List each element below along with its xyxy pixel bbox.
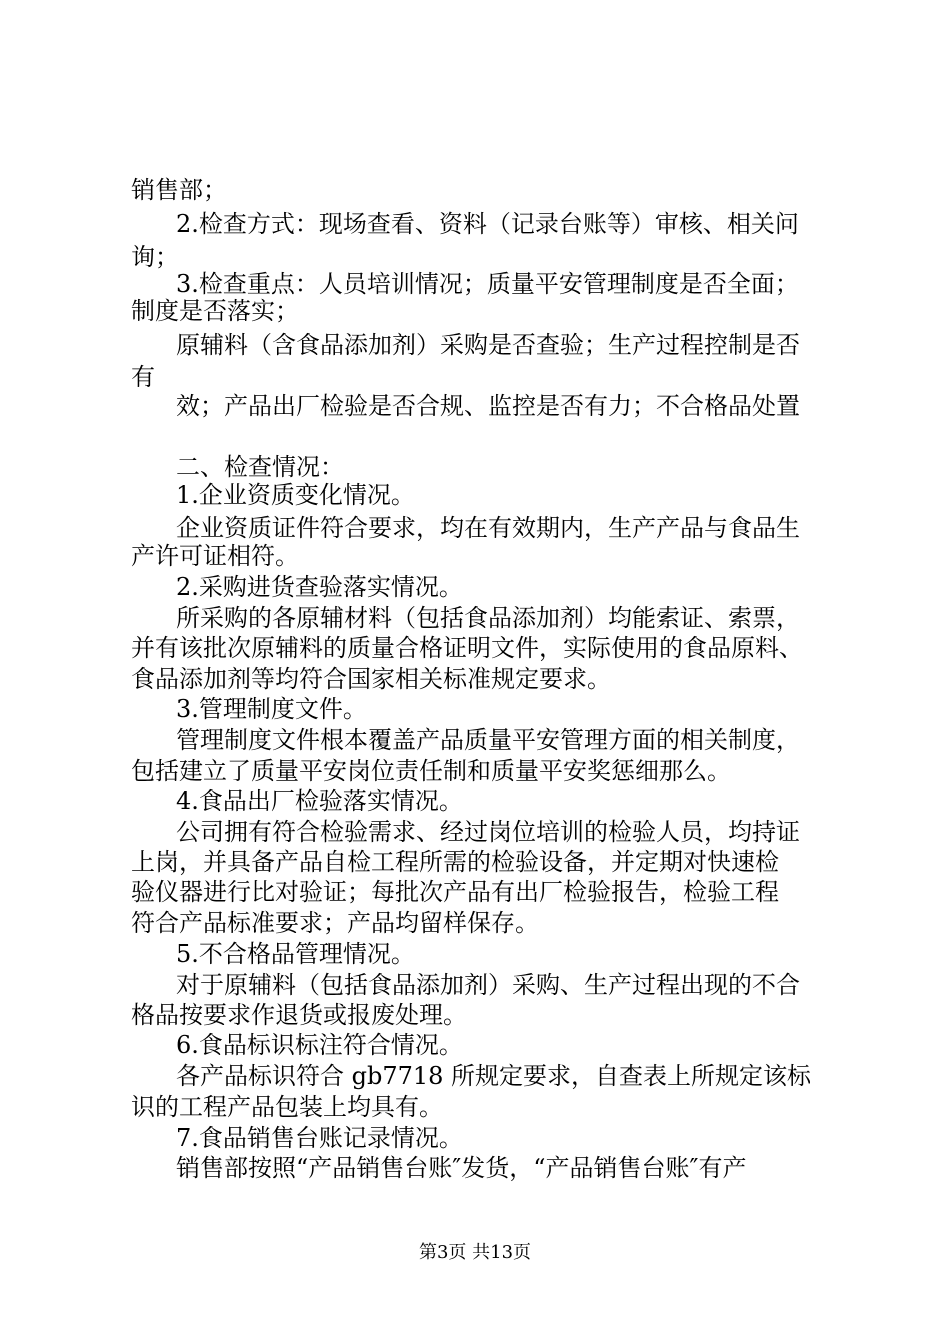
text-line: 5.不合格品管理情况。 — [176, 940, 415, 968]
text-line: 包括建立了质量平安岗位责任制和质量平安奖惩细那么。 — [131, 757, 731, 785]
text-line: 产许可证相符。 — [131, 542, 299, 570]
page-footer: 第3页 共13页 — [418, 1242, 532, 1263]
text-line: 所采购的各原辅材料（包括食品添加剂）均能索证、索票， — [176, 604, 800, 632]
text-line: 7.食品销售台账记录情况。 — [176, 1124, 463, 1152]
text-line: 2.检查方式：现场查看、资料（记录台账等）审核、相关问 — [176, 210, 799, 238]
text-line: 3.检查重点：人员培训情况；质量平安管理制度是否全面； — [176, 270, 799, 298]
text-line: 识的工程产品包装上均具有。 — [131, 1093, 443, 1121]
text-line: 并有该批次原辅料的质量合格证明文件，实际使用的食品原料、 — [131, 634, 803, 662]
text-line: 管理制度文件根本覆盖产品质量平安管理方面的相关制度， — [176, 726, 800, 754]
text-line: 6.食品标识标注符合情况。 — [176, 1031, 463, 1059]
text-line: 企业资质证件符合要求，均在有效期内，生产产品与食品生 — [176, 514, 800, 542]
text-line: 4.食品出厂检验落实情况。 — [176, 787, 463, 815]
text-line: 询； — [131, 243, 179, 271]
text-line: 销售部； — [131, 176, 227, 204]
text-line: 有 — [131, 363, 155, 391]
text-line: 食品添加剂等均符合国家相关标准规定要求。 — [131, 665, 611, 693]
text-line: 销售部按照“产品销售台账″发货，“产品销售台账″有产 — [176, 1154, 747, 1182]
text-line: 验仪器进行比对验证；每批次产品有出厂检验报告，检验工程 — [131, 878, 779, 906]
text-line: 效；产品出厂检验是否合规、监控是否有力；不合格品处置 — [176, 392, 800, 420]
text-line: 1.企业资质变化情况。 — [176, 481, 415, 509]
text-line: 制度是否落实； — [131, 297, 299, 325]
text-line: 公司拥有符合检验需求、经过岗位培训的检验人员，均持证 — [176, 818, 800, 846]
text-line: 格品按要求作退货或报废处理。 — [131, 1001, 467, 1029]
text-line: 符合产品标准要求；产品均留样保存。 — [131, 909, 539, 937]
text-line: 各产品标识符合 gb7718 所规定要求，自查表上所规定该标 — [176, 1062, 812, 1090]
text-line: 上岗，并具备产品自检工程所需的检验设备，并定期对快速检 — [131, 848, 779, 876]
text-line: 2.采购进货查验落实情况。 — [176, 573, 463, 601]
text-line: 原辅料（含食品添加剂）采购是否查验；生产过程控制是否 — [176, 331, 800, 359]
text-line: 3.管理制度文件。 — [176, 695, 367, 723]
text-line: 对于原辅料（包括食品添加剂）采购、生产过程出现的不合 — [176, 971, 800, 999]
section-heading: 二、检查情况： — [176, 453, 344, 481]
